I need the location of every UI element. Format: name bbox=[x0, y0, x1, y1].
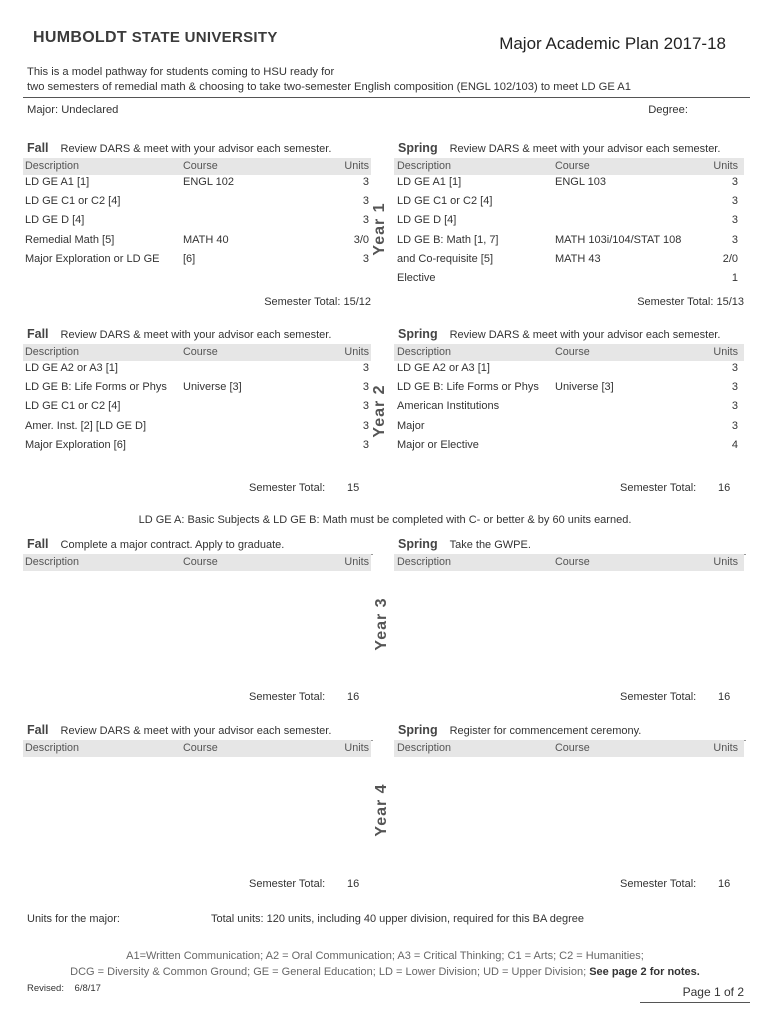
table-row bbox=[394, 176, 744, 195]
row-units: 3 bbox=[362, 252, 369, 265]
table-header bbox=[394, 554, 744, 571]
major-label: Major: Undeclared bbox=[27, 104, 119, 116]
row-description: Remedial Math [5] bbox=[25, 233, 115, 246]
table-header bbox=[394, 344, 744, 361]
table-header bbox=[23, 158, 371, 175]
season-label: Fall bbox=[27, 141, 49, 155]
page-number: Page 1 of 2 bbox=[682, 985, 744, 999]
semester-note: Review DARS & meet with your advisor each semester. bbox=[60, 725, 332, 737]
fall-semester-header bbox=[27, 537, 373, 555]
row-description: LD GE B: Math [1, 7] bbox=[397, 233, 499, 246]
col-course: Course bbox=[555, 160, 590, 172]
year-label: Year 4 bbox=[373, 783, 390, 837]
table-row bbox=[23, 439, 371, 458]
col-description: Description bbox=[397, 346, 452, 358]
semester-total-label: Semester Total: bbox=[620, 482, 697, 494]
semester-note: Register for commencement ceremony. bbox=[449, 725, 642, 737]
row-course: MATH 40 bbox=[183, 233, 229, 246]
page-title bbox=[499, 34, 726, 54]
row-description: and Co-requisite [5] bbox=[397, 252, 493, 265]
semester-total-value: 16 bbox=[347, 878, 360, 890]
row-units: 1 bbox=[731, 272, 738, 284]
year-label: Year 2 bbox=[371, 384, 388, 438]
semester-total-label: Semester Total: bbox=[620, 691, 697, 703]
row-units: 4 bbox=[731, 438, 738, 451]
col-units: Units bbox=[344, 742, 369, 754]
ge-requirement-note: LD GE A: Basic Subjects & LD GE B: Math must be completed with C- or better & by 60 units earned. bbox=[138, 514, 632, 526]
row-course: ENGL 102 bbox=[183, 176, 234, 188]
semester-total-value: 16 bbox=[718, 878, 731, 890]
spring-semester-header bbox=[398, 141, 720, 155]
row-description: LD GE D [4] bbox=[25, 214, 85, 227]
semester-note: Complete a major contract. Apply to graduate. bbox=[60, 539, 285, 551]
semester-total-label: Semester Total: bbox=[620, 878, 697, 890]
row-description: LD GE A2 or A3 [1] bbox=[397, 362, 490, 374]
col-units: Units bbox=[344, 556, 369, 568]
row-description: Major bbox=[397, 419, 425, 432]
revised-label: Revised: bbox=[27, 983, 64, 994]
table-row bbox=[394, 234, 744, 253]
abbreviation-legend bbox=[0, 948, 770, 980]
table-row bbox=[394, 400, 744, 419]
col-description: Description bbox=[25, 160, 80, 172]
table-header bbox=[23, 740, 371, 757]
table-row bbox=[394, 362, 744, 381]
row-description: LD GE B: Life Forms or Phys bbox=[397, 381, 539, 394]
col-course: Course bbox=[555, 742, 590, 754]
row-course: MATH 103i/104/STAT 108 bbox=[555, 233, 682, 246]
fall-semester-header bbox=[27, 723, 373, 741]
row-description: Major Exploration or LD GE bbox=[25, 252, 160, 265]
season-label: Spring bbox=[398, 723, 438, 737]
table-row bbox=[23, 253, 371, 272]
table-header bbox=[23, 554, 371, 571]
col-units: Units bbox=[713, 346, 738, 358]
row-units: 3 bbox=[731, 400, 738, 413]
row-units: 3 bbox=[731, 195, 738, 208]
col-units: Units bbox=[344, 346, 369, 358]
revised-value: 6/8/17 bbox=[74, 983, 101, 994]
season-label: Fall bbox=[27, 327, 49, 341]
row-units: 3 bbox=[731, 233, 738, 246]
row-description: Major or Elective bbox=[397, 438, 479, 451]
col-description: Description bbox=[25, 556, 80, 568]
semester-note: Review DARS & meet with your advisor each semester. bbox=[60, 143, 332, 155]
semester-note: Review DARS & meet with your advisor each semester. bbox=[60, 329, 332, 341]
row-description: LD GE D [4] bbox=[397, 214, 457, 227]
intro-text bbox=[27, 65, 747, 95]
col-description: Description bbox=[397, 742, 452, 754]
col-description: Description bbox=[397, 556, 452, 568]
col-description: Description bbox=[397, 160, 452, 172]
season-label: Spring bbox=[398, 141, 438, 155]
row-description: Amer. Inst. [2] [LD GE D] bbox=[25, 419, 147, 432]
row-description: LD GE B: Life Forms or Phys bbox=[25, 381, 167, 394]
row-units: 3 bbox=[362, 176, 369, 188]
table-row bbox=[394, 253, 744, 272]
row-description: LD GE C1 or C2 [4] bbox=[25, 195, 121, 208]
season-label: Fall bbox=[27, 723, 49, 737]
table-header bbox=[394, 740, 744, 757]
semester-total: Semester Total: 15/12 bbox=[264, 296, 371, 308]
intro-line-2: two semesters of remedial math & choosing to take two-semester English composition (ENGL 102/103) to meet LD GE A1 bbox=[27, 81, 631, 93]
spring-semester-header bbox=[398, 723, 746, 741]
row-units: 3 bbox=[362, 362, 369, 374]
units-for-major: Units for the major: bbox=[27, 913, 120, 925]
row-units: 3 bbox=[362, 214, 369, 227]
row-units: 3 bbox=[362, 419, 369, 432]
col-course: Course bbox=[183, 346, 218, 358]
degree-label: Degree: bbox=[648, 104, 688, 116]
semester-total-value: 16 bbox=[718, 691, 731, 703]
fall-semester-header bbox=[27, 327, 331, 341]
row-units: 3 bbox=[731, 214, 738, 227]
table-row bbox=[23, 176, 371, 195]
col-units: Units bbox=[344, 160, 369, 172]
season-label: Spring bbox=[398, 327, 438, 341]
logo-state-university: STATE UNIVERSITY bbox=[131, 29, 278, 46]
table-row bbox=[23, 420, 371, 439]
col-course: Course bbox=[183, 160, 218, 172]
table-header bbox=[23, 344, 371, 361]
table-row bbox=[23, 214, 371, 233]
row-description: LD GE A2 or A3 [1] bbox=[25, 362, 118, 374]
row-units: 3 bbox=[731, 362, 738, 374]
year-label: Year 3 bbox=[373, 597, 390, 651]
row-description: LD GE C1 or C2 [4] bbox=[397, 195, 493, 208]
table-row bbox=[394, 381, 744, 400]
year-label: Year 1 bbox=[371, 202, 388, 256]
col-units: Units bbox=[713, 742, 738, 754]
legend-line-2 bbox=[0, 964, 770, 980]
col-units: Units bbox=[713, 160, 738, 172]
col-description: Description bbox=[25, 346, 80, 358]
col-course: Course bbox=[555, 346, 590, 358]
table-row bbox=[23, 381, 371, 400]
semester-total-label: Semester Total: bbox=[249, 878, 326, 890]
semester-total: Semester Total: 15/13 bbox=[637, 296, 744, 308]
col-units: Units bbox=[713, 556, 738, 568]
footer-divider bbox=[640, 1002, 750, 1003]
row-description: LD GE A1 [1] bbox=[25, 176, 90, 188]
semester-total-value: 15 bbox=[347, 482, 360, 494]
col-course: Course bbox=[183, 556, 218, 568]
semester-total-value: 16 bbox=[718, 482, 731, 494]
col-course: Course bbox=[183, 742, 218, 754]
row-description: LD GE C1 or C2 [4] bbox=[25, 400, 121, 413]
table-row bbox=[394, 272, 744, 291]
semester-note: Review DARS & meet with your advisor each semester. bbox=[449, 329, 721, 341]
row-units: 3 bbox=[362, 400, 369, 413]
row-course: MATH 43 bbox=[555, 252, 601, 265]
row-course: Universe [3] bbox=[183, 381, 242, 394]
table-row bbox=[23, 362, 371, 381]
row-units: 3/0 bbox=[353, 233, 369, 246]
semester-note: Review DARS & meet with your advisor each semester. bbox=[449, 143, 721, 155]
row-description: LD GE A1 [1] bbox=[397, 176, 462, 188]
plan-title-text: Major Academic Plan bbox=[499, 34, 659, 53]
semester-total-label: Semester Total: bbox=[249, 691, 326, 703]
table-row bbox=[394, 420, 744, 439]
col-description: Description bbox=[25, 742, 80, 754]
logo-humboldt: HUMBOLDT bbox=[33, 29, 127, 46]
total-units: Total units: 120 units, including 40 upper division, required for this BA degree bbox=[211, 913, 585, 925]
header-divider bbox=[23, 97, 750, 98]
semester-total-value: 16 bbox=[347, 691, 360, 703]
row-units: 3 bbox=[362, 438, 369, 451]
row-course: ENGL 103 bbox=[555, 176, 606, 188]
university-logo bbox=[33, 29, 278, 47]
fall-semester-header bbox=[27, 141, 331, 155]
legend-line-2-text: DCG = Diversity & Common Ground; GE = General Education; LD = Lower Division; UD = Upper Division; bbox=[70, 966, 587, 978]
table-row bbox=[23, 234, 371, 253]
spring-semester-header bbox=[398, 327, 720, 341]
table-row bbox=[394, 439, 744, 458]
semester-note: Take the GWPE. bbox=[449, 539, 531, 551]
row-course: Universe [3] bbox=[555, 381, 614, 394]
table-row bbox=[394, 214, 744, 233]
legend-see-notes: See page 2 for notes. bbox=[589, 966, 700, 978]
row-description: American Institutions bbox=[397, 400, 500, 413]
table-row bbox=[394, 195, 744, 214]
spring-semester-header bbox=[398, 537, 746, 555]
legend-line-1: A1=Written Communication; A2 = Oral Communication; A3 = Critical Thinking; C1 = Arts; C2 = Humanities; bbox=[126, 950, 644, 962]
semester-total-label: Semester Total: bbox=[249, 482, 326, 494]
season-label: Fall bbox=[27, 537, 49, 551]
row-units: 2/0 bbox=[722, 252, 738, 265]
row-units: 3 bbox=[731, 419, 738, 432]
row-units: 3 bbox=[731, 381, 738, 394]
row-units: 3 bbox=[362, 381, 369, 394]
row-description: Major Exploration [6] bbox=[25, 438, 126, 451]
row-description: Elective bbox=[397, 272, 436, 284]
table-row bbox=[23, 400, 371, 419]
table-header bbox=[394, 158, 744, 175]
row-units: 3 bbox=[731, 176, 738, 188]
intro-line-1: This is a model pathway for students coming to HSU ready for bbox=[27, 66, 335, 78]
season-label: Spring bbox=[398, 537, 438, 551]
row-units: 3 bbox=[362, 195, 369, 208]
revised-date bbox=[27, 983, 101, 994]
row-course: [6] bbox=[183, 252, 196, 265]
plan-year: 2017-18 bbox=[663, 34, 726, 53]
col-course: Course bbox=[555, 556, 590, 568]
table-row bbox=[23, 195, 371, 214]
